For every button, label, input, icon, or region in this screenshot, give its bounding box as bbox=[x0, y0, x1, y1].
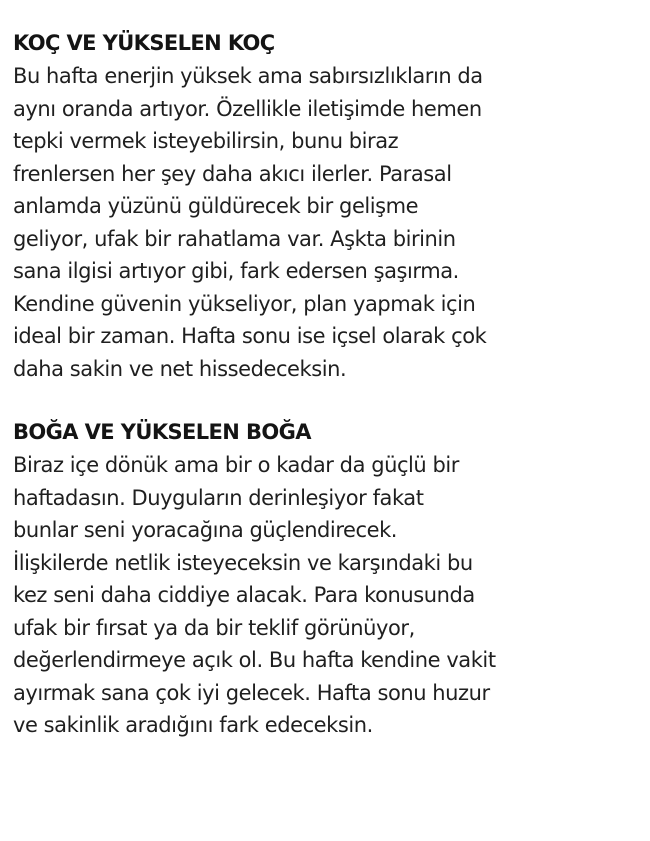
section-heading: KOÇ VE YÜKSELEN KOÇ bbox=[13, 31, 275, 55]
body-line: anlamda yüzünü güldürecek bir gelişme bbox=[13, 194, 419, 218]
section-body bbox=[13, 60, 630, 385]
body-line: frenlersen her şey daha akıcı ilerler. Parasal bbox=[13, 161, 452, 186]
body-line: ufak bir fırsat ya da bir teklif görünüyor, bbox=[13, 615, 415, 640]
body-line: kez seni daha ciddiye alacak. Para konusunda bbox=[13, 583, 475, 607]
body-line: geliyor, ufak bir rahatlama var. Aşkta birinin bbox=[13, 226, 456, 251]
section-koc bbox=[13, 26, 630, 385]
body-line: daha sakin ve net hissedeceksin. bbox=[13, 356, 347, 381]
section-heading: BOĞA VE YÜKSELEN BOĞA bbox=[13, 420, 311, 444]
body-line: ve sakinlik aradığını fark edeceksin. bbox=[13, 713, 373, 737]
section-boga bbox=[13, 415, 630, 742]
body-line: tepki vermek isteyebilirsin, bunu biraz bbox=[13, 129, 399, 153]
body-line: İlişkilerde netlik isteyeceksin ve karşındaki bu bbox=[13, 550, 473, 575]
body-line: Kendine güvenin yükseliyor, plan yapmak için bbox=[13, 291, 476, 316]
body-line: sana ilgisi artıyor gibi, fark edersen şaşırma. bbox=[13, 259, 459, 283]
body-line: Bu hafta enerjin yüksek ama sabırsızlıkların da bbox=[13, 64, 483, 88]
body-line: ideal bir zaman. Hafta sonu ise içsel olarak çok bbox=[13, 324, 487, 348]
body-line: bunlar seni yoracağına güçlendirecek. bbox=[13, 518, 398, 542]
section-body bbox=[13, 449, 630, 742]
body-line: haftadasın. Duyguların derinleşiyor fakat bbox=[13, 485, 424, 510]
body-line: ayırmak sana çok iyi gelecek. Hafta sonu huzur bbox=[13, 680, 490, 705]
body-line: aynı oranda artıyor. Özellikle iletişimde hemen bbox=[13, 96, 482, 121]
body-line: Biraz içe dönük ama bir o kadar da güçlü bir bbox=[13, 453, 459, 477]
body-line: değerlendirmeye açık ol. Bu hafta kendine vakit bbox=[13, 648, 496, 672]
